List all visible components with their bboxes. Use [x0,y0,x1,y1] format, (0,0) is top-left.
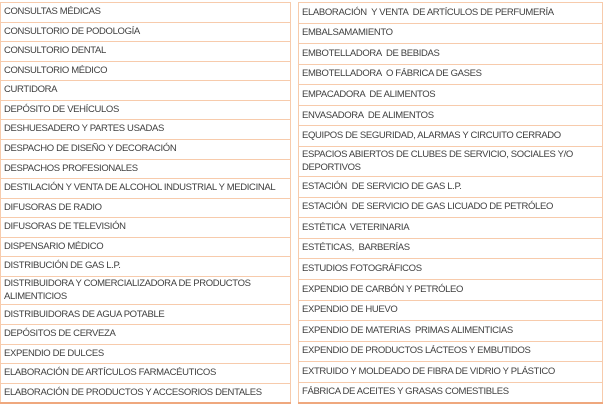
business-type-table-right-body [299,3,603,404]
table-row [299,362,603,383]
business-type-cell: DESPACHOS PROFESIONALES [1,159,291,179]
table-row [1,276,291,305]
table-row [1,198,291,218]
table-row [1,383,291,403]
business-type-cell: FÁBRICA DE ACEITES Y GRASAS COMESTIBLES [299,382,603,403]
table-row [1,22,291,42]
table-row [299,382,603,403]
table-row [299,23,603,44]
business-type-cell: ESTACIÓN DE SERVICIO DE GAS L.P. [299,177,603,198]
business-type-cell: EXTRUIDO Y MOLDEADO DE FIBRA DE VIDRIO Y PLÁSTICO [299,362,603,383]
business-type-cell: EMPACADORA DE ALIMENTOS [299,85,603,106]
table-row [1,81,291,101]
table-row [1,120,291,140]
business-type-cell: EMBOTELLADORA O FÁBRICA DE GASES [299,64,603,85]
table-row [1,237,291,257]
business-type-cell: ESTACIÓN DE SERVICIO DE GAS LICUADO DE PETRÓLEO [299,197,603,218]
business-type-cell: EMBOTELLADORA DE BEBIDAS [299,44,603,65]
table-row [299,147,603,177]
business-type-cell: DIFUSORAS DE RADIO [1,198,291,218]
table-row [1,257,291,277]
table-row [299,218,603,239]
table-row [299,197,603,218]
business-type-table-left-body [1,3,291,404]
business-type-cell: ESTÉTICAS, BARBERÍAS [299,238,603,259]
business-type-table-right [298,2,603,404]
table-row [299,85,603,106]
table-row [1,179,291,199]
business-type-cell: CONSULTORIO DENTAL [1,42,291,62]
table-row [299,279,603,300]
business-type-table-left [0,2,291,404]
business-type-cell: DISTRIBUCIÓN DE GAS L.P. [1,257,291,277]
table-row [1,159,291,179]
table-row [1,305,291,325]
business-type-cell: ESPACIOS ABIERTOS DE CLUBES DE SERVICIO, SOCIALES Y/O DEPORTIVOS [299,147,603,177]
table-row [299,64,603,85]
business-type-cell: EXPENDIO DE HUEVO [299,300,603,321]
business-type-cell: CURTIDORA [1,81,291,101]
business-type-cell: DESHUESADERO Y PARTES USADAS [1,120,291,140]
business-type-cell: EQUIPOS DE SEGURIDAD, ALARMAS Y CIRCUITO CERRADO [299,126,603,147]
table-row [299,177,603,198]
table-row [1,42,291,62]
table-row [299,341,603,362]
business-type-cell: EXPENDIO DE PRODUCTOS LÁCTEOS Y EMBUTIDOS [299,341,603,362]
business-type-cell: DESPACHO DE DISEÑO Y DECORACIÓN [1,139,291,159]
business-type-cell: EMBALSAMAMIENTO [299,23,603,44]
table-row [1,61,291,81]
table-row [299,259,603,280]
business-type-cell: EXPENDIO DE CARBÓN Y PETRÓLEO [299,279,603,300]
business-type-cell: ENVASADORA DE ALIMENTOS [299,105,603,126]
table-row [1,364,291,384]
table-row [1,324,291,344]
business-type-cell: ELABORACIÓN DE ARTÍCULOS FARMACÉUTICOS [1,364,291,384]
table-row [1,218,291,238]
business-type-cell: CONSULTORIO MÉDICO [1,61,291,81]
business-type-cell: EXPENDIO DE DULCES [1,344,291,364]
table-row [299,105,603,126]
table-row [299,321,603,342]
table-row [1,139,291,159]
business-type-cell: CONSULTORIO DE PODOLOGÍA [1,22,291,42]
table-row [1,100,291,120]
business-type-cell: DEPÓSITOS DE CERVEZA [1,324,291,344]
table-row [1,344,291,364]
business-type-cell: EXPENDIO DE MATERIAS PRIMAS ALIMENTICIAS [299,321,603,342]
business-type-cell: DISPENSARIO MÉDICO [1,237,291,257]
table-row [299,238,603,259]
table-row [1,3,291,23]
table-row [299,126,603,147]
business-type-cell: ELABORACIÓN Y VENTA DE ARTÍCULOS DE PERFUMERÍA [299,3,603,24]
business-type-cell: DEPÓSITO DE VEHÍCULOS [1,100,291,120]
table-row [299,3,603,24]
table-row [299,44,603,65]
business-type-cell: ELABORACIÓN DE PRODUCTOS Y ACCESORIOS DENTALES [1,383,291,403]
business-type-cell: DIFUSORAS DE TELEVISIÓN [1,218,291,238]
business-type-cell: DISTRIBUIDORAS DE AGUA POTABLE [1,305,291,325]
business-type-cell: DISTRIBUIDORA Y COMERCIALIZADORA DE PRODUCTOS ALIMENTICIOS [1,276,291,305]
table-row [299,300,603,321]
business-type-cell: ESTÉTICA VETERINARIA [299,218,603,239]
business-type-cell: CONSULTAS MÉDICAS [1,3,291,23]
business-type-cell: ESTUDIOS FOTOGRÁFICOS [299,259,603,280]
business-type-cell: DESTILACIÓN Y VENTA DE ALCOHOL INDUSTRIAL Y MEDICINAL [1,179,291,199]
